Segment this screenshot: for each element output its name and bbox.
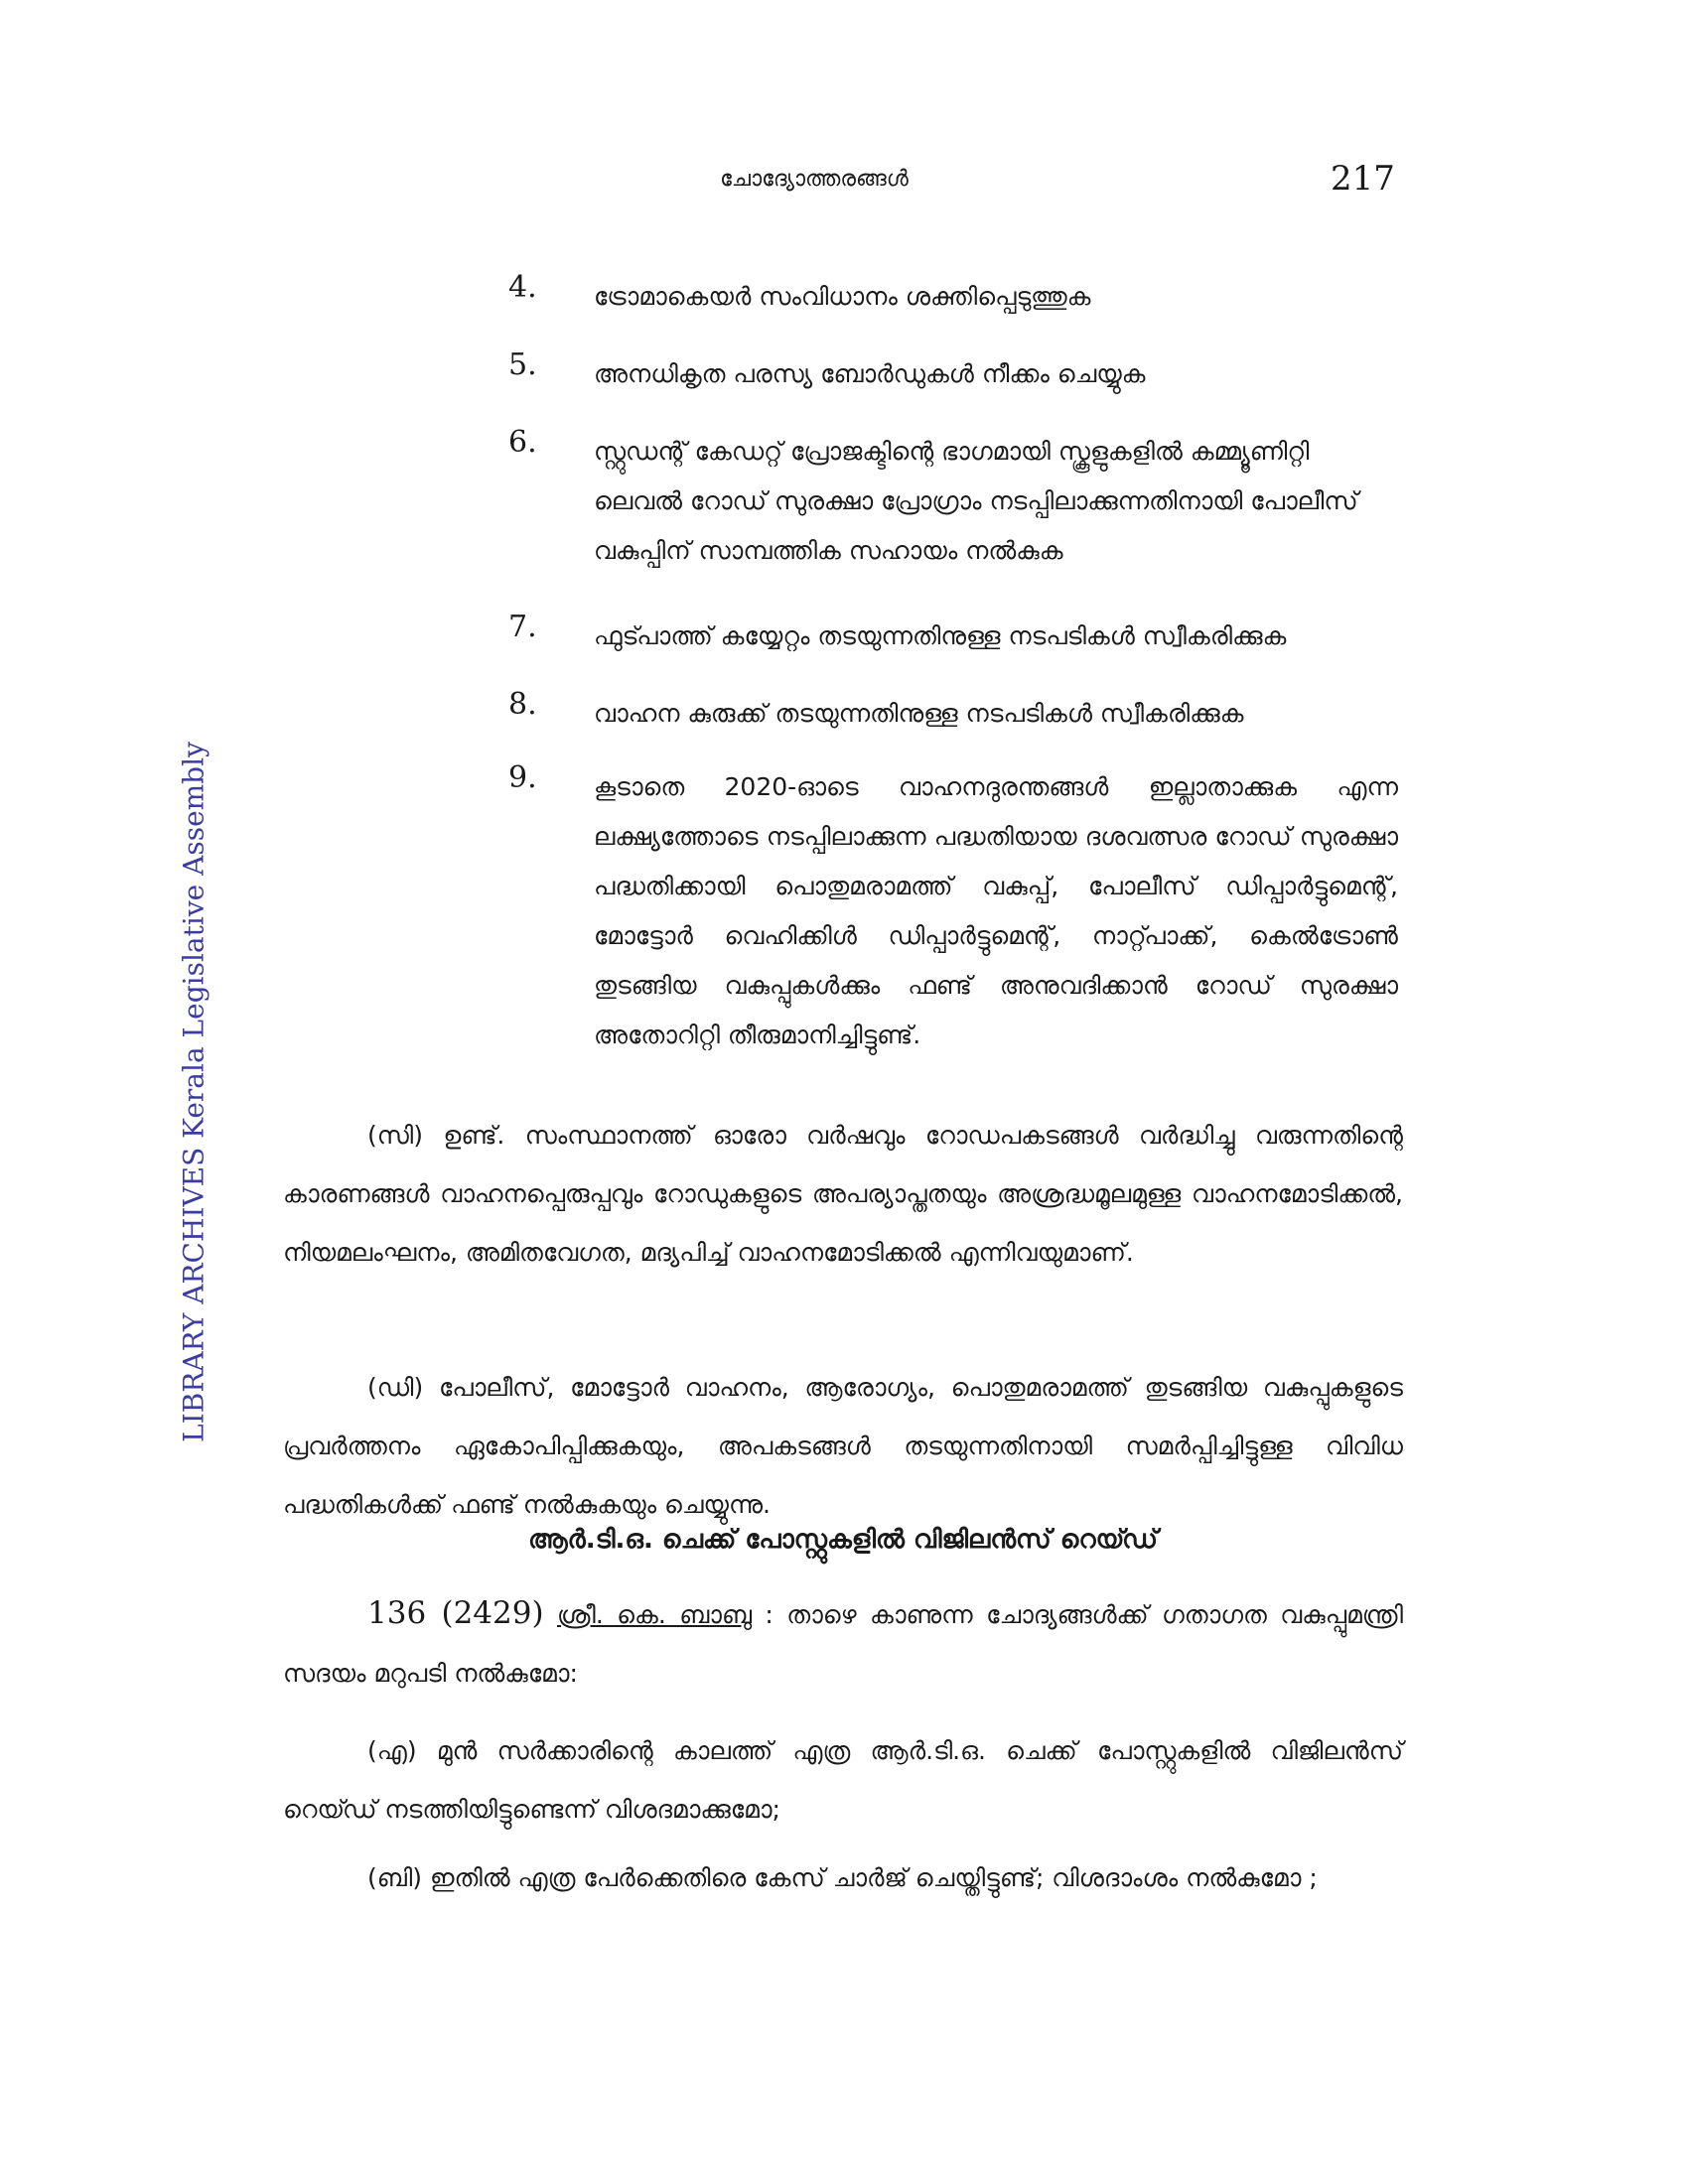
question-sub-a: (എ) മുൻ സർക്കാരിന്റെ കാലത്ത് എത്ര ആർ.ടി.ഒ. ചെക്ക് പോസ്റ്റുകളിൽ വിജിലൻസ് റെയ്ഡ് നടത്തിയിട്ടുണ്ടെന്ന് വിശദമാക്കുമോ;: [283, 1736, 1403, 1824]
question-sub-b: (ബി) ഇതിൽ എത്ര പേർക്കെതിരെ കേസ് ചാർജ് ചെയ്തിട്ടുണ്ട്; വിശദാംശം നൽകുമോ ;: [367, 1863, 1318, 1892]
list-item-text: സ്റ്റുഡന്റ് കേഡറ്റ് പ്രോജക്ടിന്റെ ഭാഗമായി സ്കൂളുകളിൽ കമ്മ്യൂണിറ്റി ലെവൽ റോഡ് സുരക്ഷാ പ്രോഗ്രാം നടപ്പിലാക്കുന്നതിനായി പോലീസ് വകുപ്പിന് സാമ്പത്തിക സഹായം നൽകുക: [594, 437, 1358, 565]
question-text: : താഴെ കാണുന്ന ചോദ്യങ്ങൾക്ക് ഗതാഗത വകുപ്പുമന്ത്രി സദയം മറുപടി നൽകുമോ:: [283, 1600, 1403, 1688]
page-header-title: ചോദ്യോത്തരങ്ങൾ: [720, 167, 909, 192]
archive-watermark-text: LIBRARY ARCHIVES Kerala Legislative Assembly: [177, 742, 211, 1442]
question-member-name: ശ്രീ. കെ. ബാബു: [556, 1600, 753, 1629]
list-item-number: 8.: [508, 687, 537, 722]
list-item-number: 4.: [508, 270, 537, 305]
answer-paragraph-c: (സി) ഉണ്ട്. സംസ്ഥാനത്ത് ഓരോ വർഷവും റോഡപകടങ്ങൾ വർദ്ധിച്ചു വരുന്നതിന്റെ കാരണങ്ങൾ വാഹനപ്പെരുപ്പവും റോഡുകളുടെ അപര്യാപ്തതയും അശ്രദ്ധമൂലമുള്ള വാഹനമോടിക്കൽ, നിയമലംഘനം, അമിതവേഗത, മദ്യപിച്ച് വാഹനമോടിക്കൽ എന്നിവയുമാണ്.: [283, 1121, 1403, 1267]
list-item-text: അനധികൃത പരസ്യ ബോർഡുകൾ നീക്കം ചെയ്യുക: [594, 359, 1146, 388]
list-item-number: 9.: [508, 760, 537, 795]
page-number: 217: [1331, 159, 1395, 199]
section-heading: ആർ.ടി.ഒ. ചെക്ക് പോസ്റ്റുകളിൽ വിജിലൻസ് റെയ്ഡ്: [527, 1525, 1159, 1555]
question-paragraph: [283, 1584, 1403, 1703]
list-item-number: 7.: [508, 610, 537, 644]
list-item-number: 6.: [508, 425, 537, 460]
list-item-text: വാഹന കുരുക്ക് തടയുന്നതിനുള്ള നടപടികൾ സ്വീകരിക്കുക: [594, 699, 1244, 728]
list-item-text: ഫുട്പാത്ത് കയ്യേറ്റം തടയുന്നതിനുള്ള നടപടികൾ സ്വീകരിക്കുക: [594, 621, 1287, 650]
answer-paragraph-d: (ഡി) പോലീസ്, മോട്ടോർ വാഹനം, ആരോഗ്യം, പൊതുമരാമത്ത് തുടങ്ങിയ വകുപ്പുകളുടെ പ്രവർത്തനം ഏകോപിപ്പിക്കുകയും, അപകടങ്ങൾ തടയുന്നതിനായി സമർപ്പിച്ചിട്ടുള്ള വിവിധ പദ്ധതികൾക്ക് ഫണ്ട് നൽകുകയും ചെയ്യുന്നു.: [283, 1373, 1403, 1519]
question-number: 136 (2429): [367, 1595, 544, 1631]
list-item-number: 5.: [508, 347, 537, 382]
list-item-text: കൂടാതെ 2020-ഓടെ വാഹനദുരന്തങ്ങൾ ഇല്ലാതാക്കുക എന്ന ലക്ഷ്യത്തോടെ നടപ്പിലാക്കുന്ന പദ്ധതിയായ ദശവത്സര റോഡ് സുരക്ഷാ പദ്ധതിക്കായി പൊതുമരാമത്ത് വകുപ്പ്, പോലീസ് ഡിപ്പാർട്ടുമെന്റ്, മോട്ടോർ വെഹിക്കിൾ ഡിപ്പാർട്ടുമെന്റ്, നാറ്റ്പാക്ക്, കെൽട്രോൺ തുടങ്ങിയ വകുപ്പുകൾക്കും ഫണ്ട് അനുവദിക്കാൻ റോഡ് സുരക്ഷാ അതോറിറ്റി തീരുമാനിച്ചിട്ടുണ്ട്.: [594, 772, 1398, 1049]
list-item-text: ട്രോമാകെയർ സംവിധാനം ശക്തിപ്പെടുത്തുക: [594, 282, 1091, 311]
